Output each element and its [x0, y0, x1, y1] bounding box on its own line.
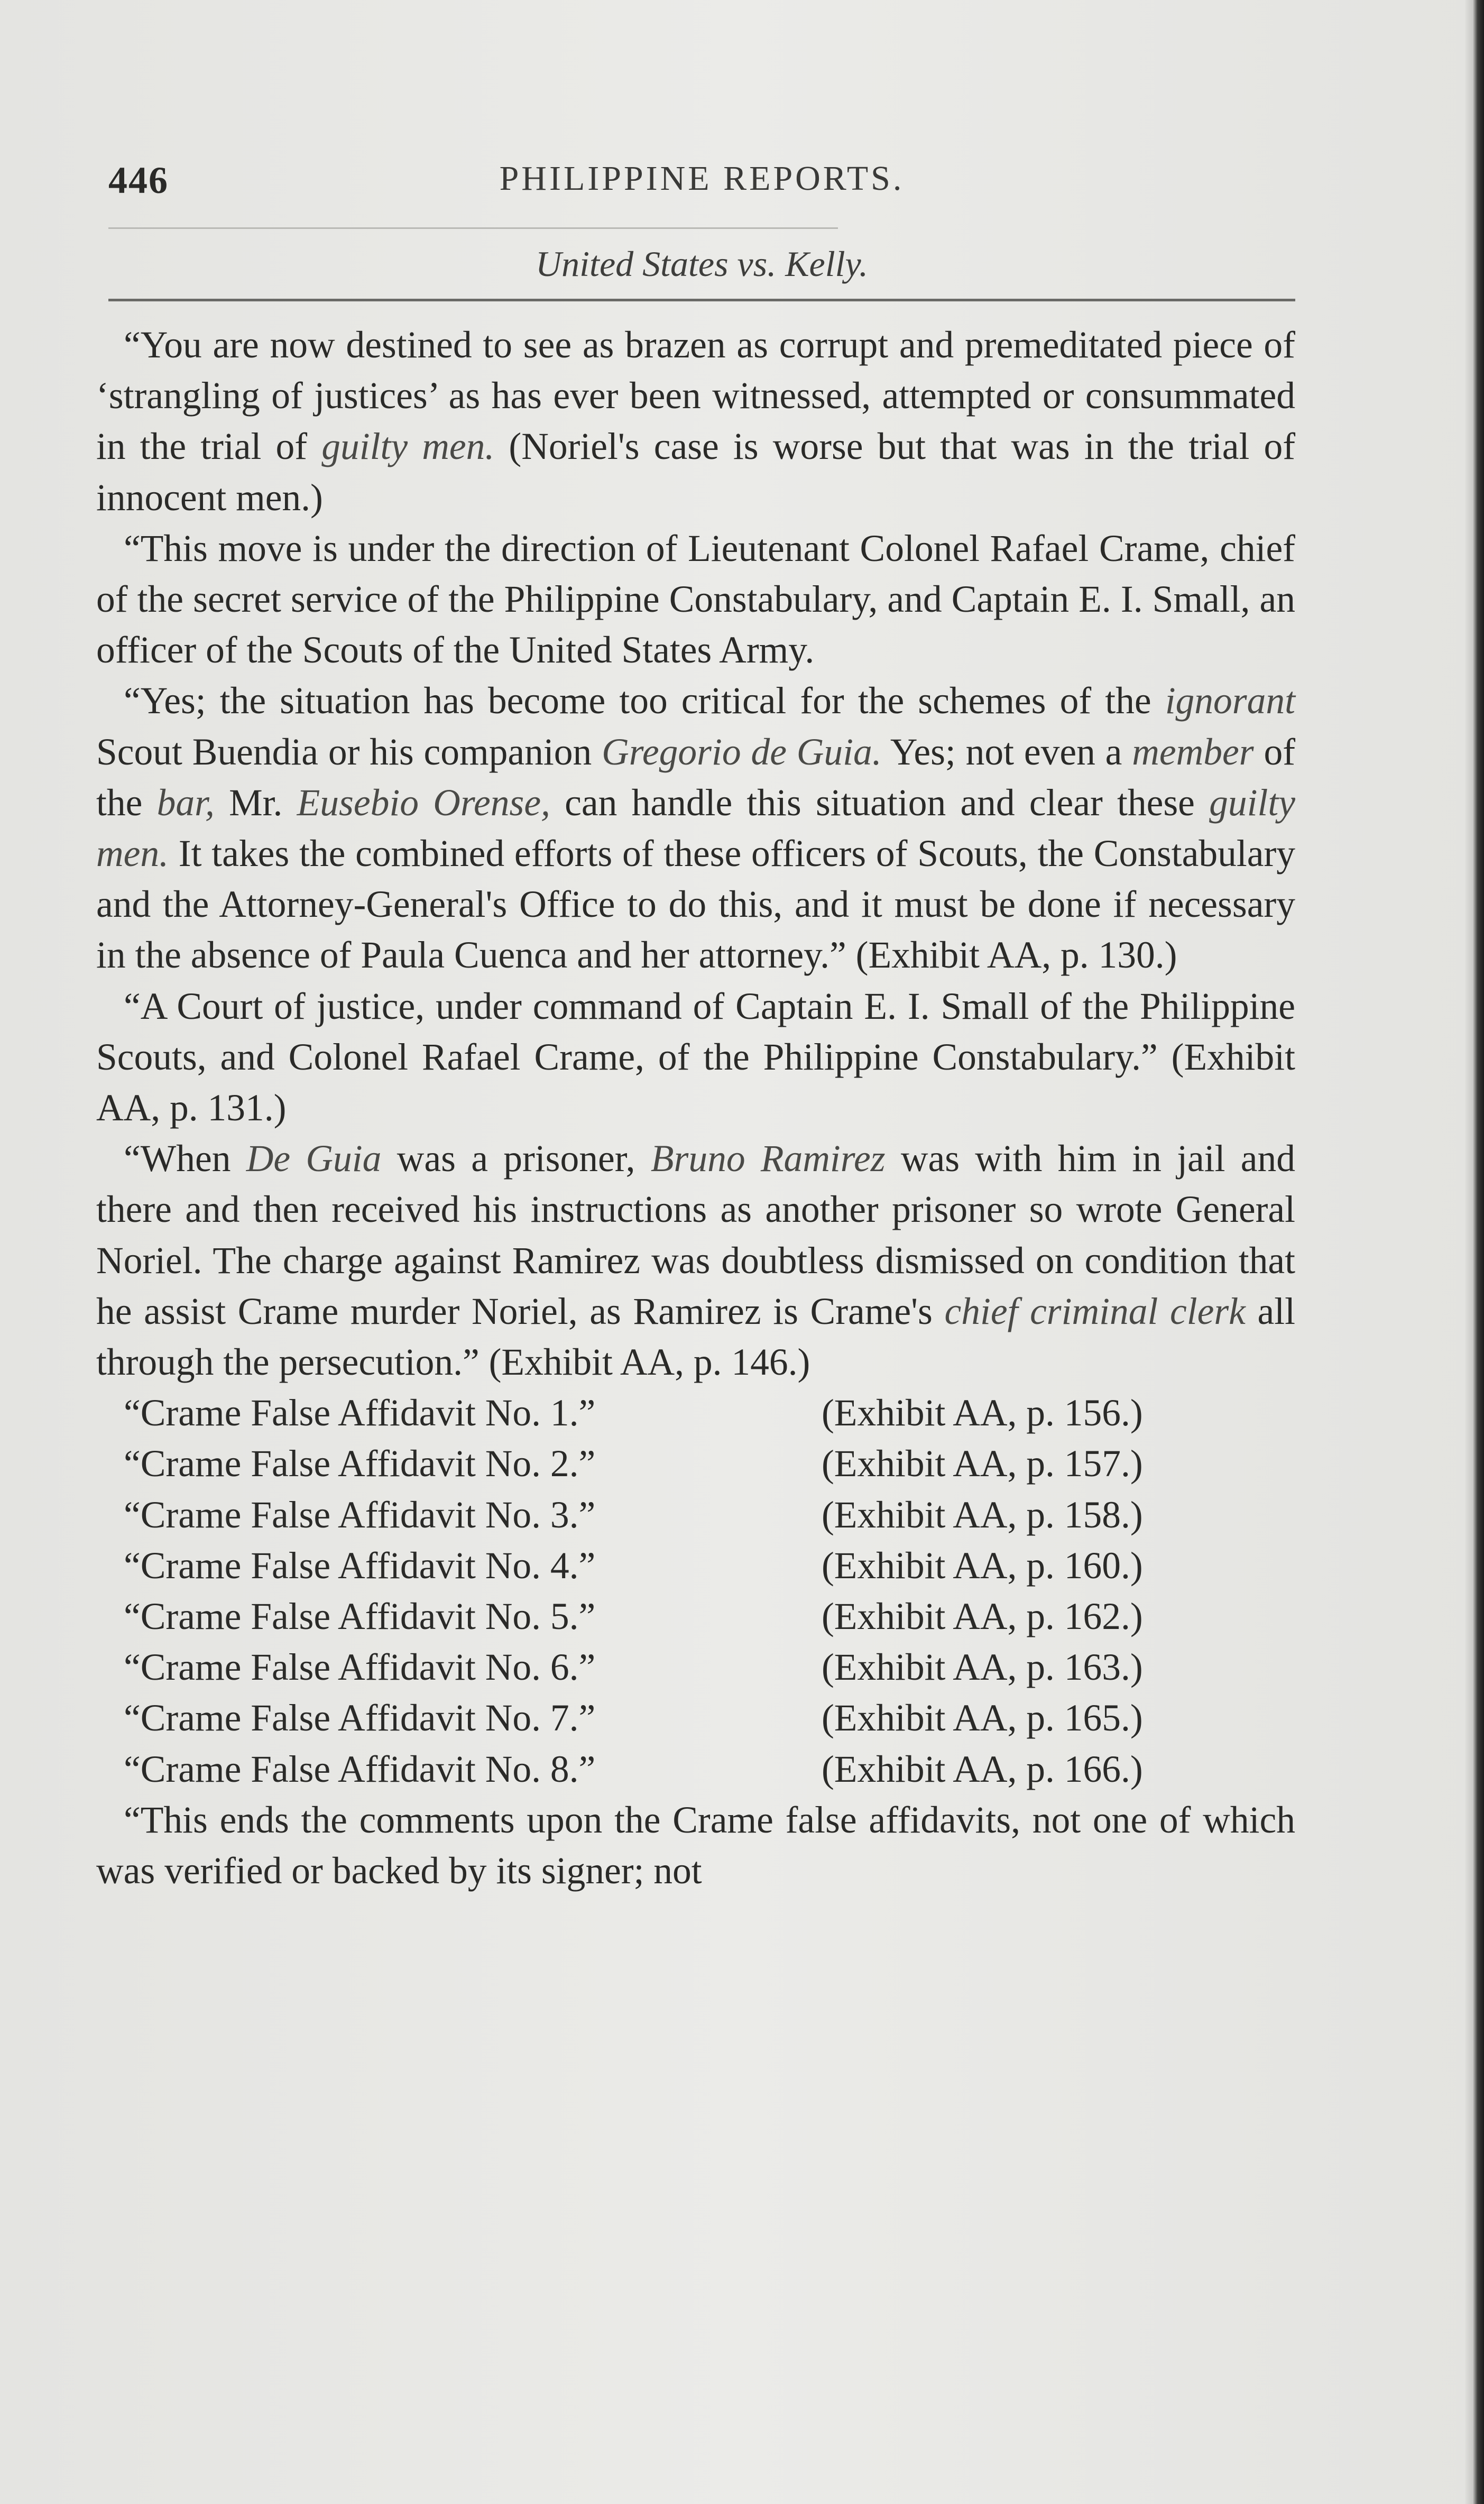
text-run: Yes; not even a	[881, 731, 1132, 773]
affidavit-row	[96, 1591, 1295, 1642]
text-run: “When	[124, 1138, 246, 1180]
affidavit-reference: (Exhibit AA, p. 162.)	[822, 1596, 1143, 1638]
text-run: Mr.	[214, 781, 297, 824]
affidavit-label: “Crame False Affidavit No. 8.”	[124, 1748, 596, 1790]
header-rule	[108, 227, 838, 229]
affidavit-row	[96, 1439, 1295, 1489]
affidavit-label: “Crame False Affidavit No. 7.”	[124, 1697, 596, 1739]
affidavit-row	[96, 1388, 1295, 1439]
page-header	[108, 159, 1295, 217]
closing-paragraph: “This ends the comments upon the Crame false affidavits, not one of which was verified or backed by its signer; not	[96, 1799, 1295, 1892]
affidavit-row	[96, 1693, 1295, 1744]
italic-text: bar,	[156, 781, 215, 824]
affidavit-label: “Crame False Affidavit No. 3.”	[124, 1494, 596, 1536]
page-edge-shadow	[1465, 0, 1472, 2504]
text-run: can handle this situation and clear these	[550, 781, 1210, 824]
affidavit-reference: (Exhibit AA, p. 156.)	[822, 1392, 1143, 1434]
text-run: all through the persecution.” (Exhibit AA, p. 146.)	[96, 1290, 1296, 1384]
body-text	[96, 320, 1295, 1897]
affidavit-row	[96, 1642, 1295, 1693]
italic-text: De Guia	[246, 1138, 382, 1180]
affidavit-reference: (Exhibit AA, p. 158.)	[822, 1494, 1143, 1536]
italic-text: Bruno Ramirez	[650, 1138, 886, 1180]
affidavit-row	[96, 1744, 1295, 1795]
affidavit-reference: (Exhibit AA, p. 157.)	[822, 1443, 1143, 1485]
italic-text: chief criminal clerk	[944, 1290, 1246, 1332]
affidavit-label: “Crame False Affidavit No. 1.”	[124, 1392, 596, 1434]
affidavit-reference: (Exhibit AA, p. 163.)	[822, 1646, 1143, 1689]
text-run: Scout Buendia or his companion	[96, 731, 602, 773]
text-run: was with him in jail and there and then received his instructions as another prisoner so wrote General Noriel. The charge against Ramirez was doubtless dismissed on condition that he assist Crame murder Noriel, as Ramirez is Crame's	[96, 1138, 1295, 1332]
affidavit-list	[96, 1388, 1295, 1795]
text-run: “You are now destined to see as brazen as corrupt and premeditated piece of ‘strangling of justices’ as has ever been witnessed, attempted or consummated in the trial of	[96, 324, 1295, 468]
paragraph	[96, 523, 1295, 676]
paragraph	[96, 320, 1295, 523]
affidavit-label: “Crame False Affidavit No. 2.”	[124, 1443, 596, 1485]
italic-text: guilty men.	[96, 781, 1295, 875]
italic-text: Eusebio Orense,	[297, 781, 550, 824]
affidavit-label: “Crame False Affidavit No. 4.”	[124, 1544, 596, 1587]
italic-text: Gregorio de Guia.	[602, 731, 882, 773]
text-run: “This move is under the direction of Lieutenant Colonel Rafael Crame, chief of the secret service of the Philippine Constabulary, and Captain E. I. Small, an officer of the Scouts of the United States Army.	[96, 527, 1295, 671]
text-run: (Noriel's case is worse but that was in the trial of innocent men.)	[96, 426, 1296, 519]
affidavit-reference: (Exhibit AA, p. 166.)	[822, 1748, 1143, 1790]
affidavit-reference: (Exhibit AA, p. 165.)	[822, 1697, 1143, 1739]
affidavit-row	[96, 1541, 1295, 1591]
italic-text: guilty men.	[321, 426, 495, 468]
affidavit-row	[96, 1490, 1295, 1541]
text-run: “Yes; the situation has become too critical for the schemes of the	[124, 680, 1165, 722]
affidavit-reference: (Exhibit AA, p. 160.)	[822, 1544, 1143, 1587]
text-run: “A Court of justice, under command of Captain E. I. Small of the Philippine Scouts, and Colonel Rafael Crame, of the Philippine Constabulary.” (Exhibit AA, p. 131.)	[96, 985, 1295, 1129]
italic-text: ignorant	[1165, 680, 1295, 722]
paragraph	[96, 981, 1295, 1134]
italic-text: member	[1132, 731, 1254, 773]
paragraph	[96, 676, 1295, 981]
paragraph	[96, 1134, 1295, 1388]
page-number: 446	[108, 159, 169, 201]
running-title: PHILIPPINE REPORTS.	[499, 159, 905, 198]
text-run: was a prisoner,	[381, 1138, 651, 1180]
case-title: United States vs. Kelly.	[536, 244, 868, 284]
case-title-rule	[108, 299, 1295, 301]
paragraph-list	[96, 320, 1295, 1388]
text-run: It takes the combined efforts of these officers of Scouts, the Constabulary and the Attorney-General's Office to do this, and it must be done if necessary in the absence of Paula Cuenca and her attorney.” (Exhibit AA, p. 130.)	[96, 833, 1295, 977]
affidavit-label: “Crame False Affidavit No. 6.”	[124, 1646, 596, 1689]
text-run: of the	[96, 731, 1296, 824]
affidavit-label: “Crame False Affidavit No. 5.”	[124, 1596, 596, 1638]
book-spine	[1472, 0, 1484, 2504]
